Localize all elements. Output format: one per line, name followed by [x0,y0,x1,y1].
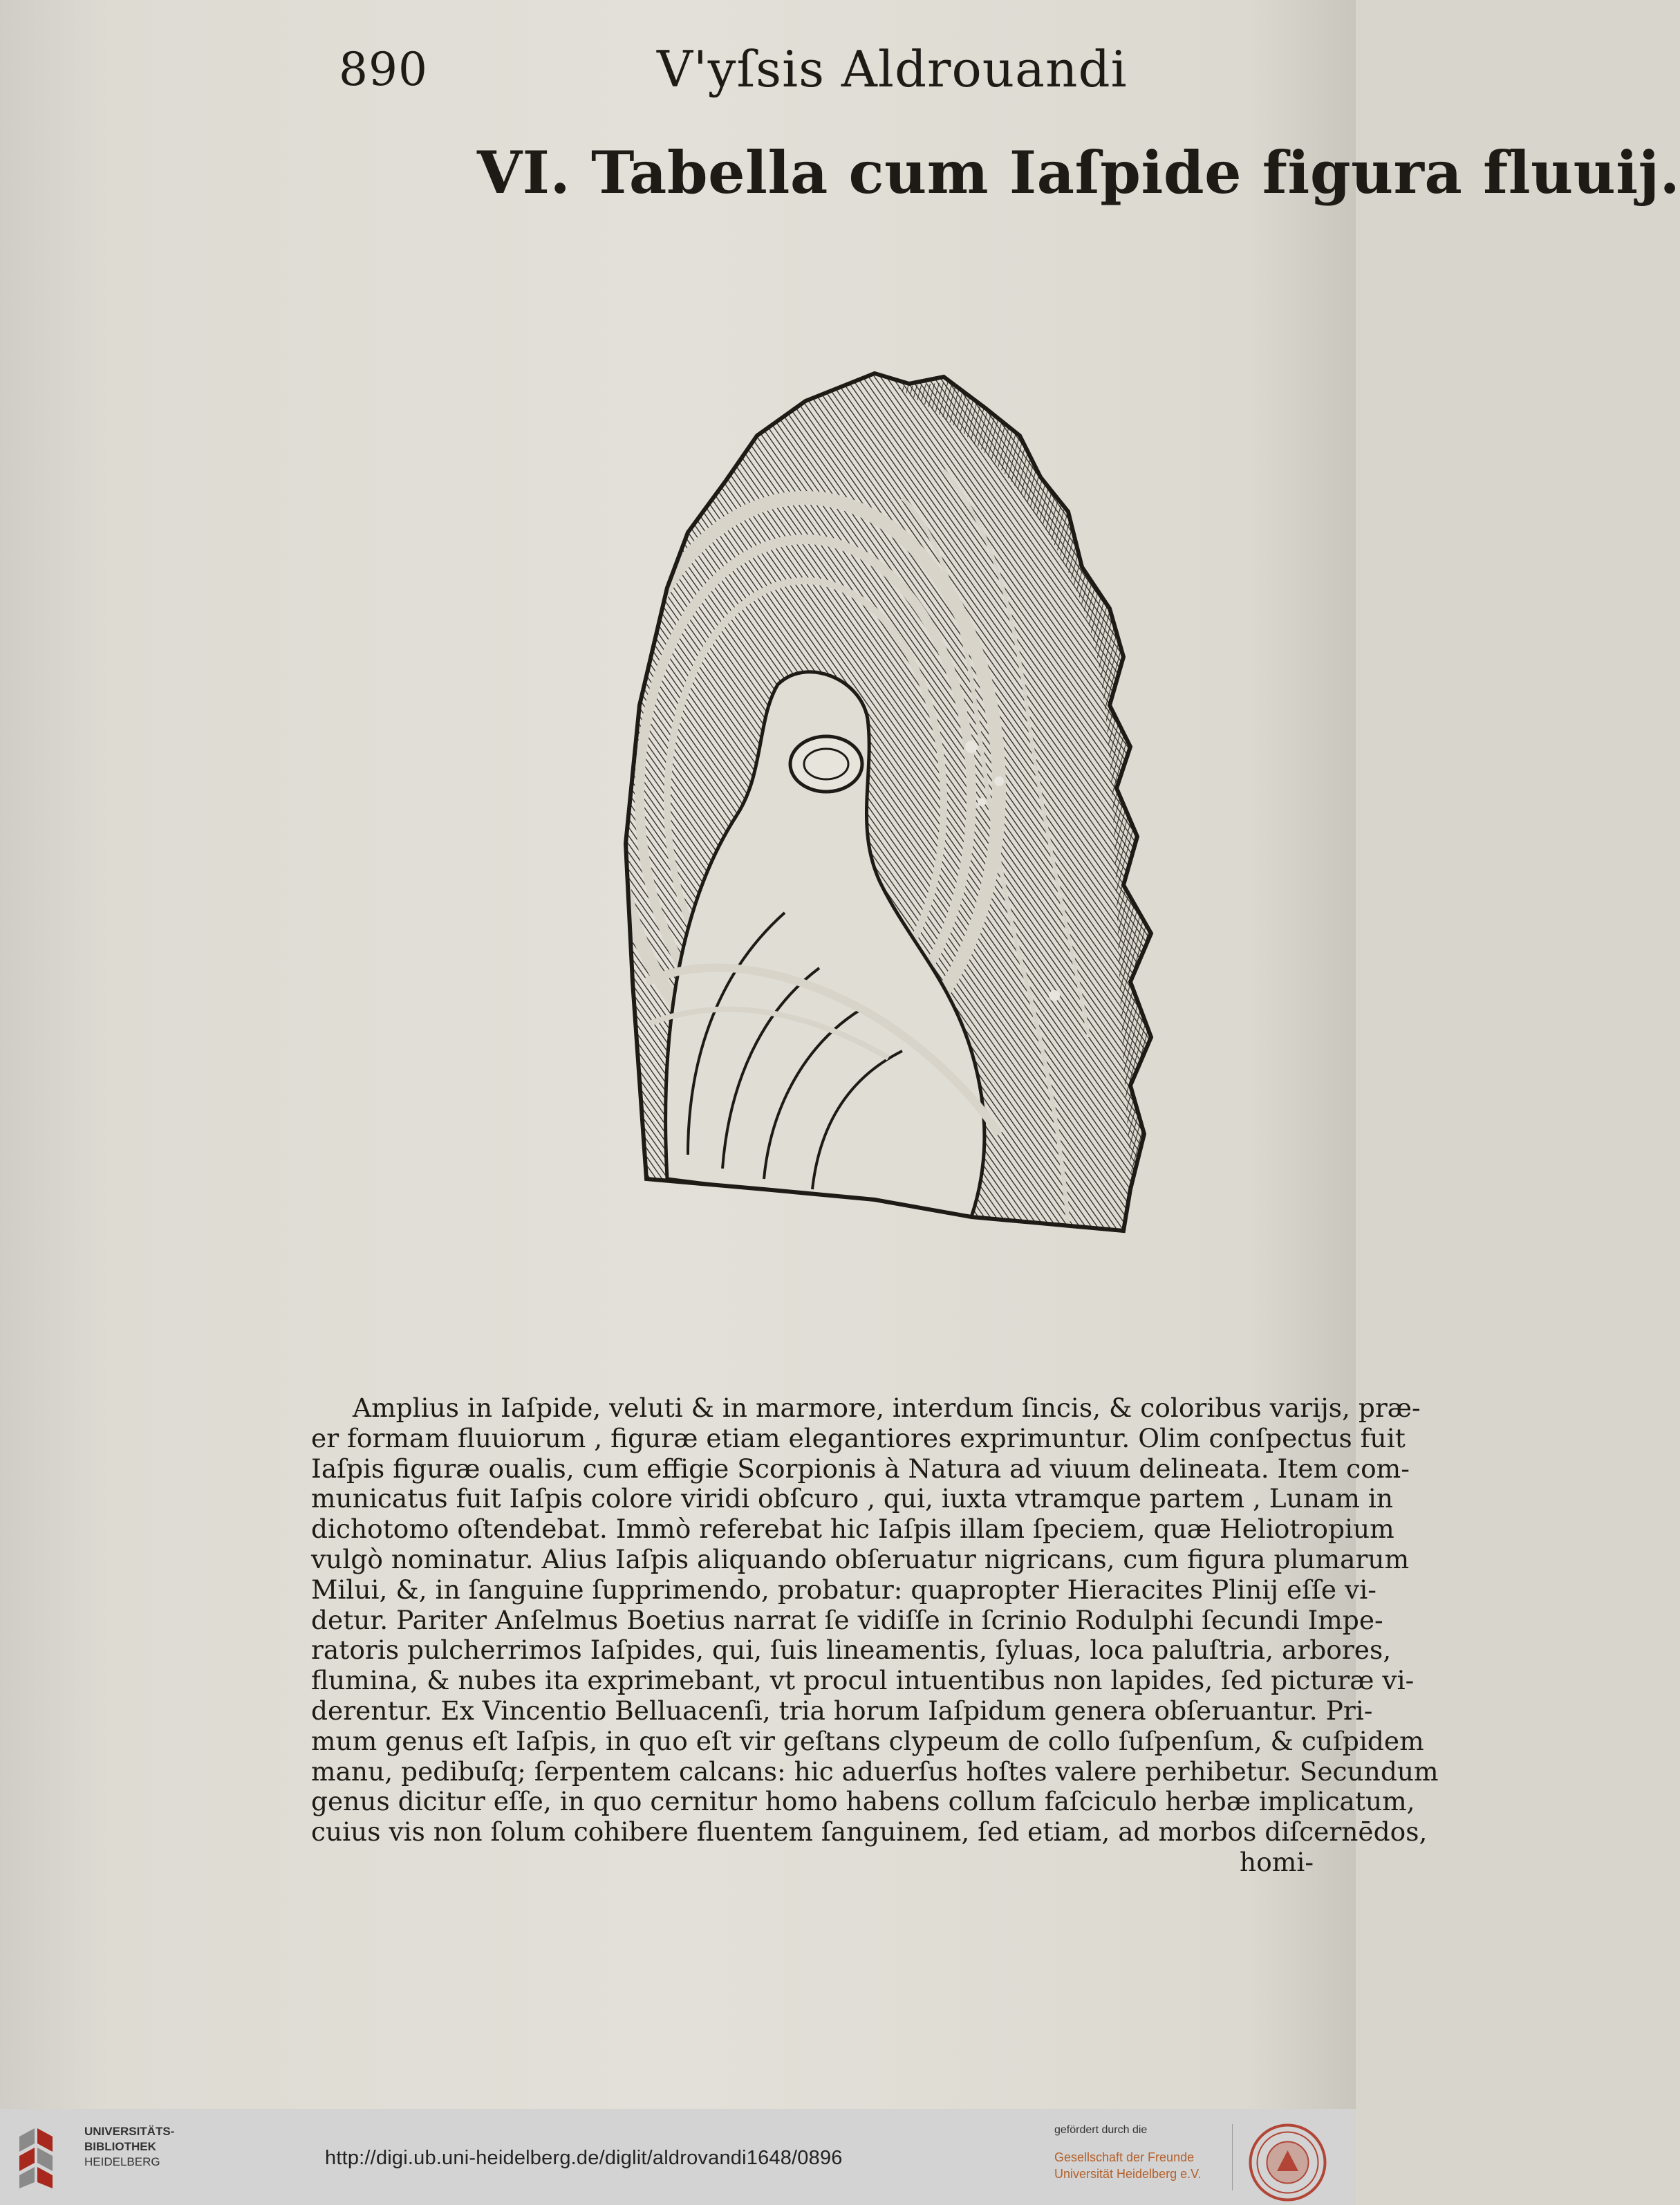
university-seal-icon [1248,2123,1327,2202]
library-name-line: BIBLIOTHEK [84,2140,156,2153]
text-line: er formam fluuiorum , figuræ etiam elegantiores exprimuntur. Olim conſpectus fuit [311,1422,1406,1453]
catchword: homi- [1240,1846,1314,1877]
source-url-link[interactable]: http://digi.ub.uni-heidelberg.de/diglit/aldrovandi1648/0896 [325,2147,843,2169]
library-name [84,2124,188,2170]
digitization-footer [0,2109,1356,2205]
text-line: municatus fuit Iaſpis colore viridi obſcuro , qui, iuxta vtramque partem , Lunam in [311,1483,1393,1514]
sponsor-name-line: Universität Heidelberg e.V. [1054,2167,1202,2181]
text-line: flumina, & nubes ita exprimebant, vt procul intuentibus non lapides, ſed picturæ vi- [311,1665,1415,1696]
text-line: detur. Pariter Anſelmus Boetius narrat ſe vidiſſe in ſcrinio Rodulphi ſecundi Impe- [311,1604,1383,1635]
sponsor-caption: gefördert durch die [1054,2124,1148,2136]
body-text [311,1393,1439,1878]
sponsor-name-line: Gesellschaft der Freunde [1054,2150,1195,2164]
text-line: vulgò nominatur. Alius Iaſpis aliquando obſeruatur nigricans, cum figura plumarum [311,1543,1410,1574]
text-line: mum genus eſt Iaſpis, in quo eſt vir geſtans clypeum de collo ſuſpenſum, & cuſpidem [311,1725,1424,1756]
text-line: manu, pedibuſq; ſerpentem calcans: hic aduerſus hoſtes valere perhibetur. Secundum [311,1756,1439,1787]
text-line: Milui, &, in ſanguine ſupprimendo, probatur: quapropter Hieracites Plinij eſſe vi- [311,1574,1376,1605]
university-library-logo-icon [14,2123,80,2188]
running-head: V'yſsis Aldrouandi [657,40,1128,98]
library-name-line: HEIDELBERG [84,2155,160,2168]
jasper-woodcut-illustration [584,360,1172,1252]
library-name-line: UNIVERSITÄTS- [84,2125,175,2138]
footer-divider [1232,2124,1233,2190]
plate-title: VI. Tabella cum Iaſpide figura fluuij. [477,138,1680,207]
text-line: derentur. Ex Vincentio Belluacenſi, tria horum Iaſpidum genera obſeruantur. Pri- [311,1695,1373,1726]
text-line: ratoris pulcherrimos Iaſpides, qui, ſuis lineamentis, ſyluas, loca paluſtria, arbores, [311,1635,1392,1666]
text-line: Iaſpis figuræ oualis, cum effigie Scorpionis à Natura ad viuum delineata. Item com- [311,1453,1410,1484]
page-number: 890 [339,43,428,96]
text-line: Amplius in Iaſpide, veluti & in marmore, interdum ſincis, & coloribus varijs, præ- [353,1393,1421,1423]
sponsor-name [1054,2149,1201,2182]
text-line: dichotomo oſtendebat. Immò referebat hic Iaſpis illam ſpeciem, quæ Heliotropium [311,1514,1394,1545]
text-line: cuius vis non ſolum cohibere fluentem ſanguinem, ſed etiam, ad morbos diſcernēdos, [311,1816,1428,1848]
text-line: genus dicitur eſſe, in quo cernitur homo habens collum faſciculo herbæ implicatum, [311,1786,1415,1817]
